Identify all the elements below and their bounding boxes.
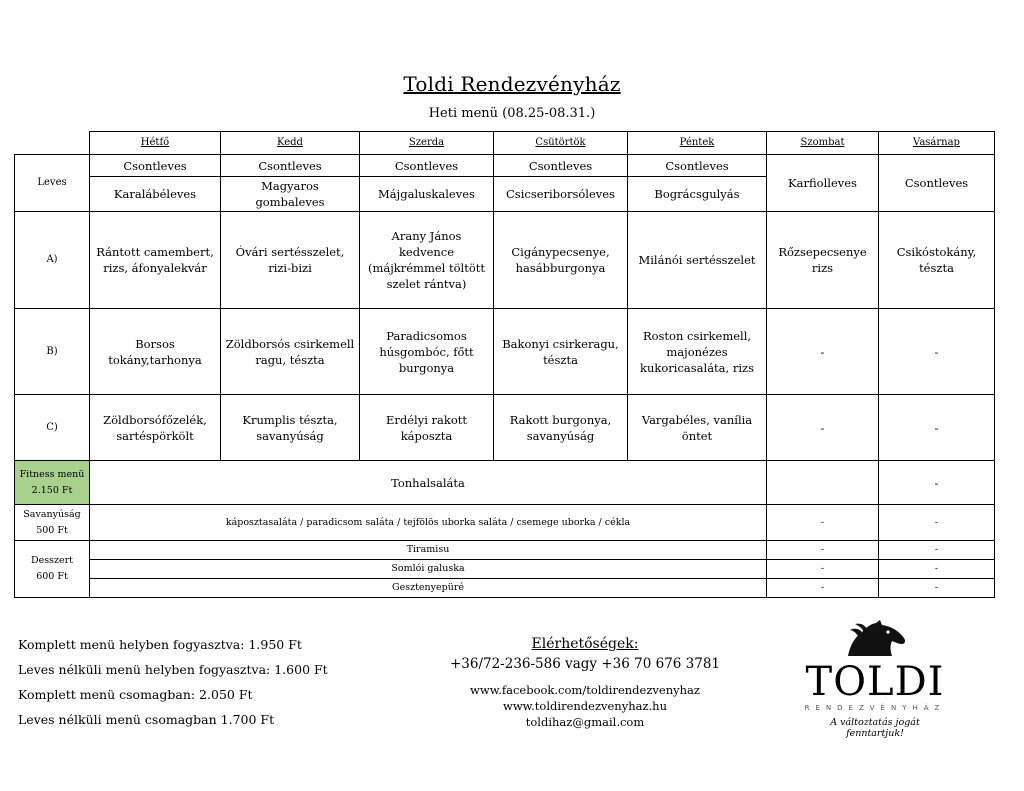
contacts-website[interactable]: www.toldirendezvenyhaz.hu xyxy=(502,699,667,713)
contacts-facebook[interactable]: www.facebook.com/toldirendezvenyhaz xyxy=(470,683,700,697)
soup-cell: Bográcsgulyás xyxy=(628,177,767,212)
dish-cell: Borsos tokány,tarhonya xyxy=(90,309,221,395)
soup-cell: Csicseriborsóleves xyxy=(494,177,628,212)
row-label-c: C) xyxy=(15,395,90,461)
price-line: Komplett menü helyben fogyasztva: 1.950 Ft xyxy=(18,637,302,652)
rights-note: A változtatás jogát fenntartjuk! xyxy=(830,717,920,739)
dessert-item: Somlói galuska xyxy=(90,560,767,579)
row-label-soup: Leves xyxy=(15,155,90,212)
dessert-saturday: - xyxy=(767,560,879,579)
dish-cell: - xyxy=(767,395,879,461)
logo-brand: TOLDI xyxy=(805,659,945,705)
fitness-label: Fitness menü xyxy=(19,468,85,480)
dessert-row xyxy=(15,560,995,579)
horse-head-icon xyxy=(840,620,910,660)
menu-row-b xyxy=(15,309,995,395)
menu-row-c xyxy=(15,395,995,461)
dish-cell: Krumplis tészta, savanyúság xyxy=(221,395,360,461)
dish-cell: Paradicsomos húsgombóc, főtt burgonya xyxy=(360,309,494,395)
row-label-a: A) xyxy=(15,212,90,309)
soup-cell: Magyaros gombaleves xyxy=(221,177,360,212)
dish-cell: Zöldborsós csirkemell ragu, tészta xyxy=(221,309,360,395)
dish-cell: Cigánypecsenye, hasábburgonya xyxy=(494,212,628,309)
row-label-fitness xyxy=(15,461,90,505)
dish-cell: Arany János kedvence (májkrémmel töltött szelet rántva) xyxy=(360,212,494,309)
day-header: Szombat xyxy=(767,132,879,155)
soup-row-1 xyxy=(15,155,995,177)
contacts-phone: +36/72-236-586 vagy +36 70 676 3781 xyxy=(449,656,721,672)
day-header: Szerda xyxy=(360,132,494,155)
dish-cell: Rántott camembert, rizs, áfonyalekvár xyxy=(90,212,221,309)
dish-cell: Rakott burgonya, savanyúság xyxy=(494,395,628,461)
contacts-block xyxy=(420,636,750,730)
pickles-price: 500 Ft xyxy=(36,524,68,536)
dessert-saturday: - xyxy=(767,579,879,598)
dish-cell: - xyxy=(767,309,879,395)
pickles-saturday: - xyxy=(767,505,879,541)
price-line: Leves nélküli menü csomagban 1.700 Ft xyxy=(18,712,275,727)
soup-cell: Májgaluskaleves xyxy=(360,177,494,212)
day-header: Péntek xyxy=(628,132,767,155)
soup-cell: Csontleves xyxy=(494,155,628,177)
dessert-sunday: - xyxy=(879,560,995,579)
dessert-row xyxy=(15,541,995,560)
dessert-sunday: - xyxy=(879,579,995,598)
dish-cell: Bakonyi csirkeragu, tészta xyxy=(494,309,628,395)
dish-cell: Vargabéles, vanília öntet xyxy=(628,395,767,461)
day-header: Vasárnap xyxy=(879,132,995,155)
page-title: Toldi Rendezvényház xyxy=(403,72,621,96)
fitness-row xyxy=(15,461,995,505)
fitness-dish: Tonhalsaláta xyxy=(90,461,767,505)
dessert-price: 600 Ft xyxy=(36,571,68,582)
contacts-email[interactable]: toldihaz@gmail.com xyxy=(525,715,645,729)
logo-subtitle: RENDEZVÉNYHÁZ xyxy=(804,704,946,712)
price-line: Leves nélküli menü helyben fogyasztva: 1.600 Ft xyxy=(18,662,328,677)
pickles-dish: káposztasaláta / paradicsom saláta / tejfölös uborka saláta / csemege uborka / cékla xyxy=(90,505,767,541)
row-label-b: B) xyxy=(15,309,90,395)
dish-cell: Erdélyi rakott káposzta xyxy=(360,395,494,461)
toldi-logo xyxy=(800,620,950,739)
price-line: Komplett menü csomagban: 2.050 Ft xyxy=(18,687,253,702)
dish-cell: Rőzsepecsenye rizs xyxy=(767,212,879,309)
corner-cell xyxy=(15,132,90,155)
dish-cell: Csikóstokány, tészta xyxy=(879,212,995,309)
pickles-label: Savanyúság xyxy=(23,508,81,520)
soup-cell: Csontleves xyxy=(221,155,360,177)
dish-cell: - xyxy=(879,395,995,461)
dessert-row xyxy=(15,579,995,598)
soup-cell: Csontleves xyxy=(628,155,767,177)
day-header: Csütörtök xyxy=(494,132,628,155)
row-label-dessert xyxy=(15,541,90,598)
dish-cell: Óvári sertésszelet, rizi-bizi xyxy=(221,212,360,309)
soup-cell: Karfiolleves xyxy=(767,155,879,212)
price-list xyxy=(18,632,328,732)
day-header: Hétfő xyxy=(90,132,221,155)
dessert-saturday: - xyxy=(767,541,879,560)
soup-cell: Csontleves xyxy=(360,155,494,177)
day-header-row xyxy=(15,132,995,155)
day-header: Kedd xyxy=(221,132,360,155)
fitness-saturday xyxy=(767,461,879,505)
dessert-label: Desszert xyxy=(31,555,73,566)
dish-cell: Milánói sertésszelet xyxy=(628,212,767,309)
soup-cell: Csontleves xyxy=(90,155,221,177)
soup-cell: Karalábéleves xyxy=(90,177,221,212)
pickles-sunday: - xyxy=(879,505,995,541)
page-subtitle: Heti menü (08.25-08.31.) xyxy=(428,106,596,121)
fitness-price: 2.150 Ft xyxy=(31,484,73,496)
dish-cell: - xyxy=(879,309,995,395)
dessert-sunday: - xyxy=(879,541,995,560)
dish-cell: Zöldborsófőzelék, sartéspörkölt xyxy=(90,395,221,461)
pickles-row xyxy=(15,505,995,541)
dish-cell: Roston csirkemell, majonézes kukoricasaláta, rizs xyxy=(628,309,767,395)
menu-row-a xyxy=(15,212,995,309)
weekly-menu-table xyxy=(14,131,995,598)
dessert-item: Gesztenyepüré xyxy=(90,579,767,598)
soup-cell: Csontleves xyxy=(879,155,995,212)
fitness-sunday: - xyxy=(879,461,995,505)
contacts-title: Elérhetőségek: xyxy=(531,636,639,652)
row-label-pickles xyxy=(15,505,90,541)
dessert-item: Tiramisu xyxy=(90,541,767,560)
